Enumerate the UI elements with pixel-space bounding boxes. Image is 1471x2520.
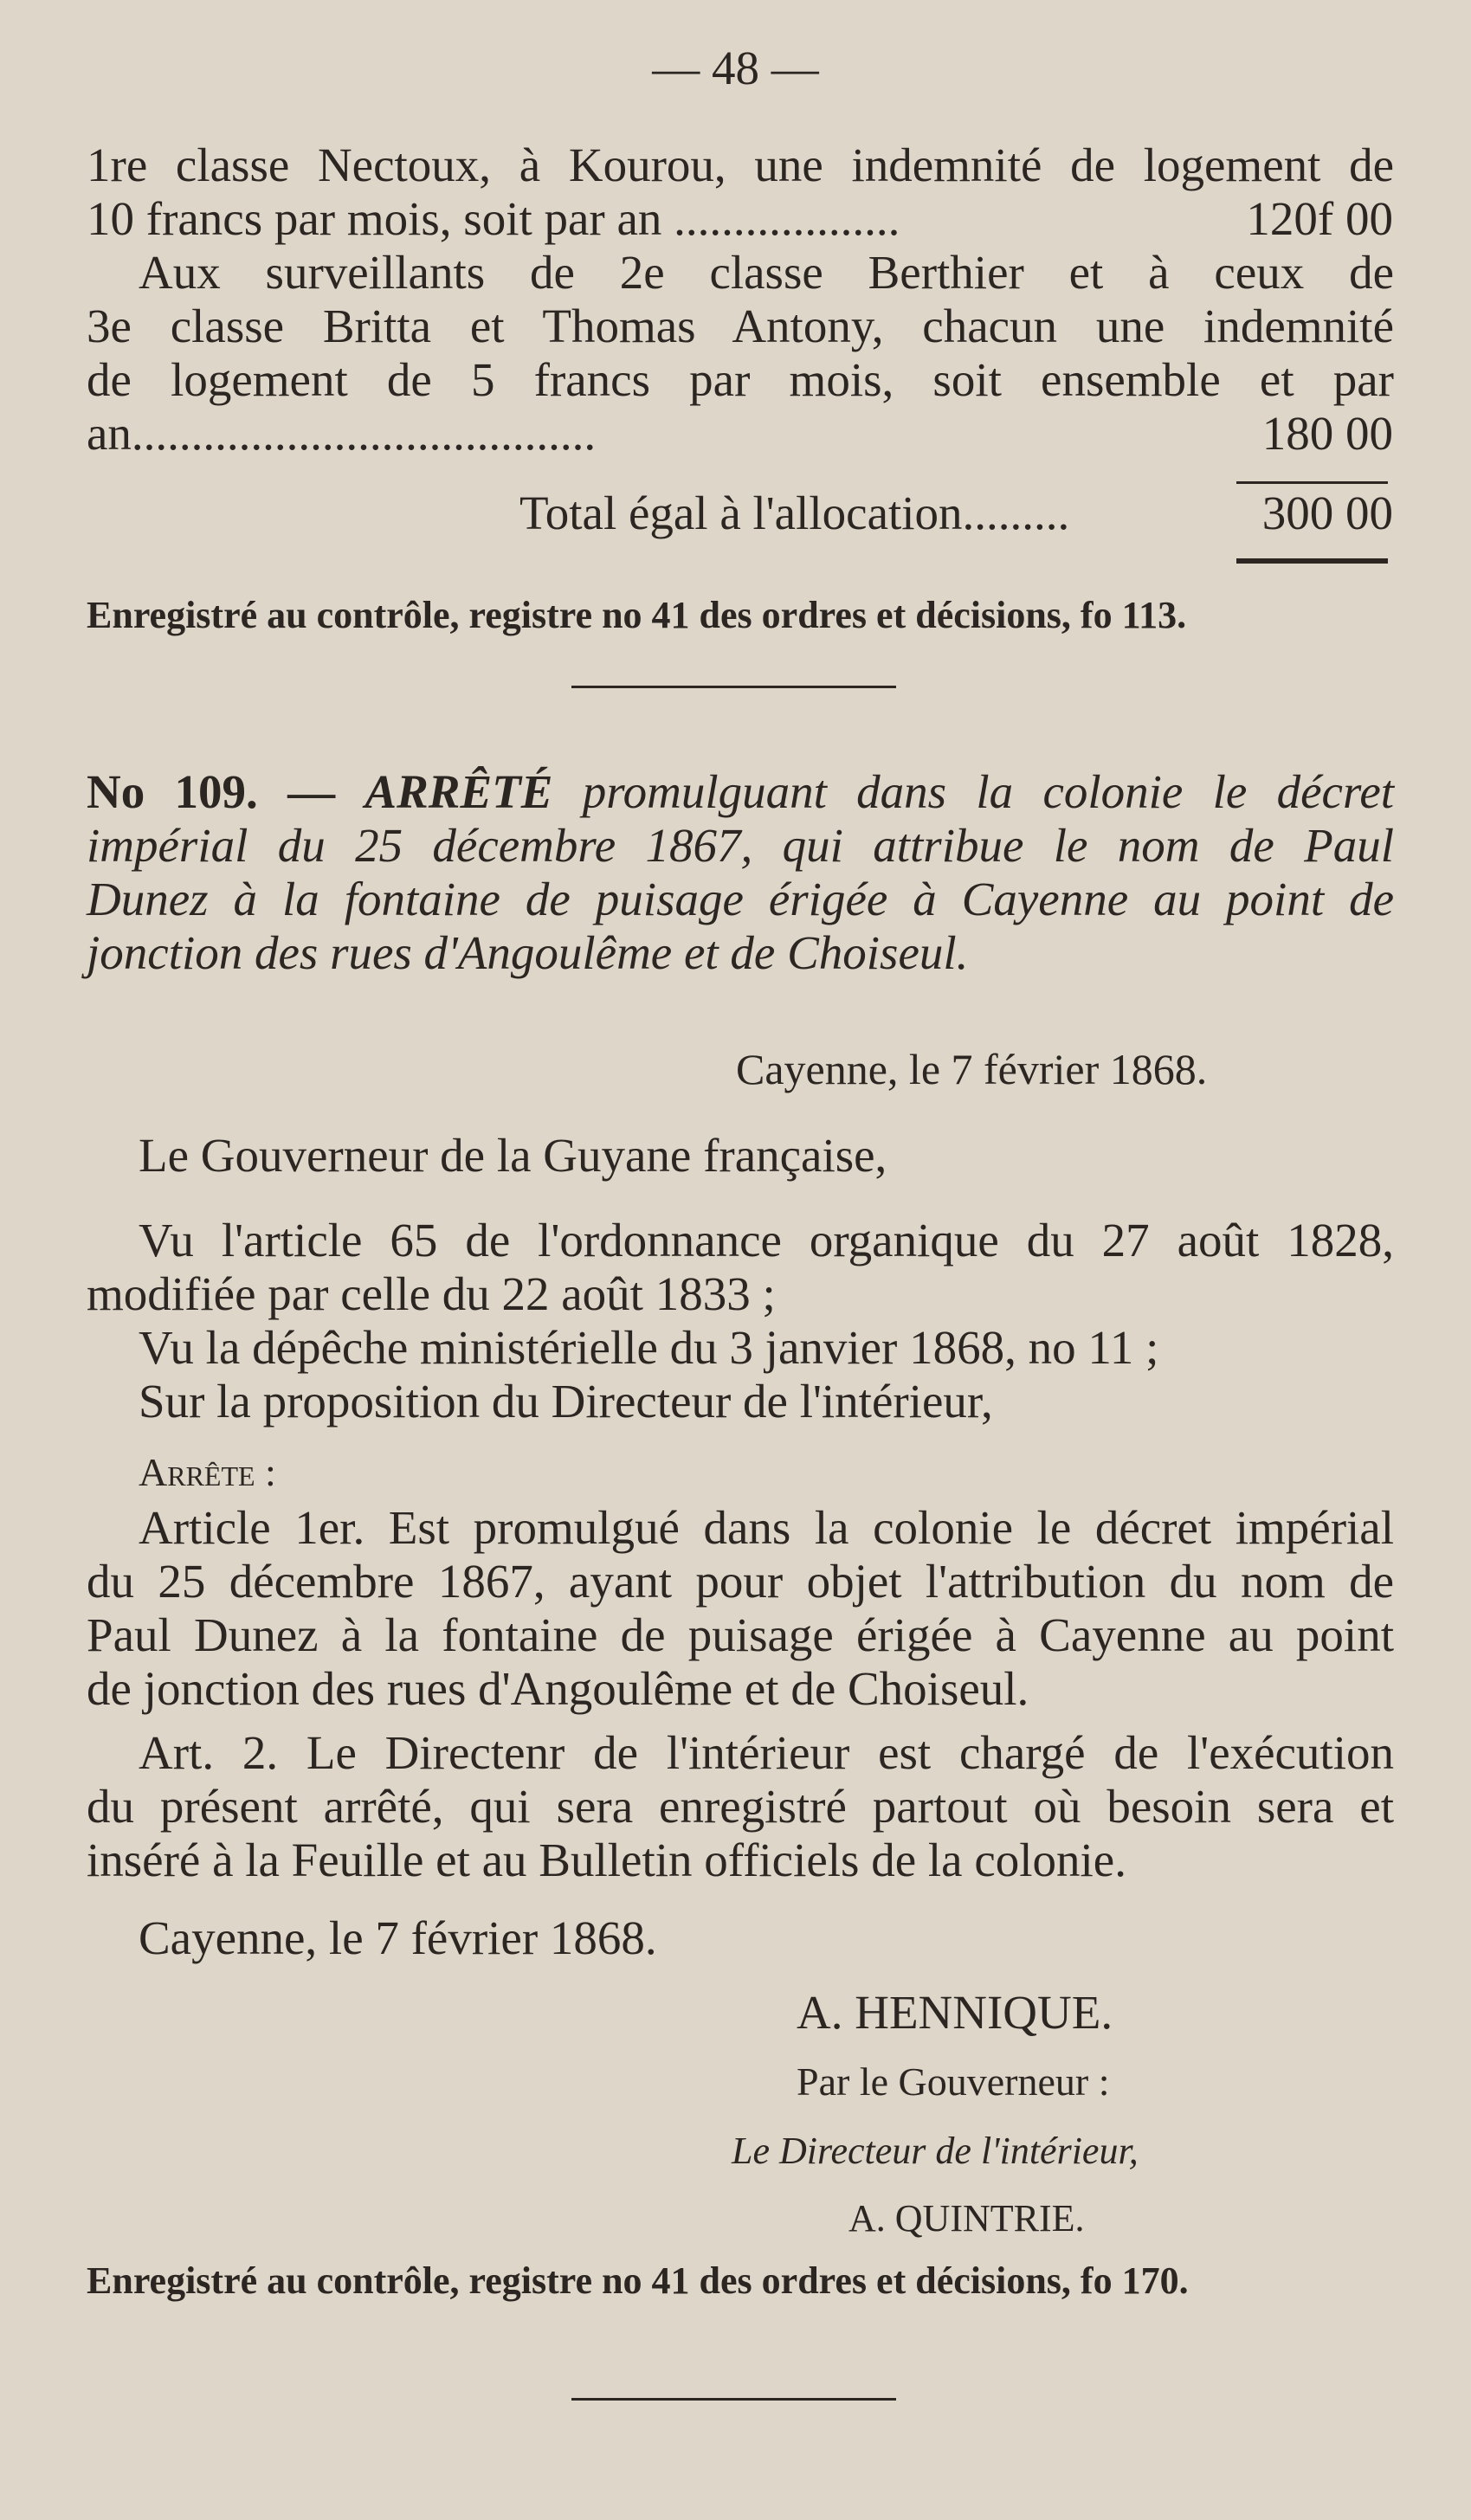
registration-note: Enregistré au contrôle, registre no 41 des ordres et décisions, fo 113. bbox=[87, 594, 1187, 636]
text-line: Paul Dunez à la fontaine de puisage érigée à Cayenne au point bbox=[87, 1608, 1394, 1661]
dateline: Cayenne, le 7 février 1868. bbox=[736, 1045, 1208, 1093]
text-line: du présent arrêté, qui sera enregistré partout où besoin sera et bbox=[87, 1780, 1394, 1833]
total-amount: 300 00 bbox=[1261, 487, 1393, 539]
text-line: Vu la dépêche ministérielle du 3 janvier 1868, no 11 ; bbox=[139, 1321, 1159, 1374]
page-number: — 48 — bbox=[652, 42, 819, 94]
text-line: 10 francs par mois, soit par an ................... bbox=[87, 192, 900, 245]
text-line: modifiée par celle du 22 août 1833 ; bbox=[87, 1267, 776, 1320]
amount: 120f 00 bbox=[1246, 192, 1393, 245]
closing-date: Cayenne, le 7 février 1868. bbox=[139, 1911, 657, 1964]
arrete-heading: No 109. — ARRÊTÉ promulguant dans la colonie le décret bbox=[87, 765, 1395, 818]
text-line: Aux surveillants de 2e classe Berthier et à ceux de bbox=[139, 246, 1394, 299]
text-line: Article 1er. Est promulgué dans la colonie le décret impérial bbox=[139, 1501, 1394, 1554]
sum-rule bbox=[1236, 481, 1388, 484]
total-underline bbox=[1236, 558, 1388, 564]
governor-line: Le Gouverneur de la Guyane française, bbox=[139, 1129, 887, 1182]
separator bbox=[571, 2398, 896, 2401]
arrete-label: Arrête : bbox=[139, 1450, 276, 1494]
text-line: du 25 décembre 1867, ayant pour objet l'attribution du nom de bbox=[87, 1555, 1394, 1608]
separator bbox=[571, 686, 896, 688]
text-line: Art. 2. Le Directenr de l'intérieur est chargé de l'exécution bbox=[139, 1726, 1394, 1779]
signature-par: Par le Gouverneur : bbox=[797, 2059, 1110, 2104]
text-line: inséré à la Feuille et au Bulletin officiels de la colonie. bbox=[87, 1834, 1126, 1886]
text-line: an....................................... bbox=[87, 407, 597, 460]
text-line: de jonction des rues d'Angoulême et de Choiseul. bbox=[87, 1662, 1029, 1715]
text-line: Sur la proposition du Directeur de l'intérieur, bbox=[139, 1375, 993, 1428]
arrete-heading: Dunez à la fontaine de puisage érigée à Cayenne au point de bbox=[87, 873, 1394, 925]
arrete-heading: jonction des rues d'Angoulême et de Choiseul. bbox=[87, 926, 969, 979]
registration-note: Enregistré au contrôle, registre no 41 des ordres et décisions, fo 170. bbox=[87, 2259, 1189, 2302]
text-line: Vu l'article 65 de l'ordonnance organique du 27 août 1828, bbox=[139, 1214, 1394, 1266]
amount: 180 00 bbox=[1261, 407, 1393, 460]
arrete-heading: impérial du 25 décembre 1867, qui attribue le nom de Paul bbox=[87, 819, 1394, 872]
signature-governor: A. HENNIQUE. bbox=[797, 1986, 1113, 2039]
text-line: 3e classe Britta et Thomas Antony, chacun une indemnité bbox=[87, 300, 1394, 352]
signature-title: Le Directeur de l'intérieur, bbox=[732, 2130, 1139, 2172]
total-line: Total égal à l'allocation......... bbox=[519, 487, 1070, 539]
text-line: 1re classe Nectoux, à Kourou, une indemnité de logement de bbox=[87, 139, 1394, 191]
signature-director: A. QUINTRIE. bbox=[848, 2197, 1085, 2240]
text-line: de logement de 5 francs par mois, soit ensemble et par bbox=[87, 353, 1394, 406]
